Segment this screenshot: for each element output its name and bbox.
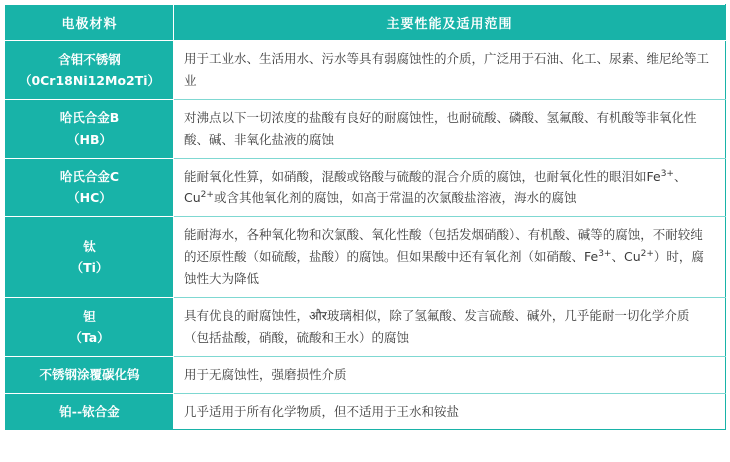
cell-material bbox=[6, 99, 174, 158]
material-line: 哈氏合金C bbox=[59, 169, 120, 185]
material-line: 哈氏合金B bbox=[59, 110, 120, 126]
material-line: （Ti） bbox=[70, 260, 109, 276]
table-header-row bbox=[6, 5, 726, 41]
cell-material bbox=[6, 158, 174, 217]
table-body bbox=[6, 41, 726, 430]
cell-material bbox=[6, 356, 174, 393]
material-line: 含钼不锈钢 bbox=[58, 51, 121, 67]
cell-description: 对沸点以下一切浓度的盐酸有良好的耐腐蚀性，也耐硫酸、磷酸、氢氟酸、有机酸等非氧化性酸、碱、非氧化盐液的腐蚀 bbox=[174, 99, 726, 158]
table-row bbox=[6, 393, 726, 430]
table-row bbox=[6, 158, 726, 217]
table-row bbox=[6, 217, 726, 298]
table-row bbox=[6, 41, 726, 100]
cell-description: 能耐氧化性算，如硝酸，混酸或铬酸与硫酸的混合介质的腐蚀，也耐氧化性的眼泪如$Fe^{3+}$、$Cu^{2+}$或含其他氧化剂的腐蚀，如高于常温的次氯酸盐溶液，海水的腐蚀 bbox=[174, 158, 726, 217]
material-line: 钽 bbox=[83, 308, 96, 324]
cell-description: 用于无腐蚀性，强磨损性介质 bbox=[174, 356, 726, 393]
table-row bbox=[6, 356, 726, 393]
electrode-material-table bbox=[5, 4, 726, 430]
material-line: （0Cr18Ni12Mo2Ti） bbox=[18, 72, 161, 88]
cell-material bbox=[6, 297, 174, 356]
column-header-material: 电极材料 bbox=[6, 5, 174, 41]
material-line: 不锈钢涂覆碳化钨 bbox=[39, 366, 140, 382]
column-header-description: 主要性能及适用范围 bbox=[174, 5, 726, 41]
material-line: （Ta） bbox=[69, 329, 110, 345]
cell-description: 具有优良的耐腐蚀性，और玻璃相似，除了氢氟酸、发言硫酸、碱外，几乎能耐一切化学介质（包括盐酸，硝酸，硫酸和王水）的腐蚀 bbox=[174, 297, 726, 356]
table-header bbox=[6, 5, 726, 41]
cell-material bbox=[6, 217, 174, 298]
cell-material bbox=[6, 393, 174, 430]
cell-description: 几乎适用于所有化学物质，但不适用于王水和铵盐 bbox=[174, 393, 726, 430]
material-line: 铂--铱合金 bbox=[59, 403, 120, 419]
cell-description: 用于工业水、生活用水、污水等具有弱腐蚀性的介质，广泛用于石油、化工、尿素、维尼纶等工业 bbox=[174, 41, 726, 100]
cell-material bbox=[6, 41, 174, 100]
material-line: （HC） bbox=[67, 190, 112, 206]
material-line: 钛 bbox=[83, 238, 96, 254]
table-row bbox=[6, 99, 726, 158]
material-line: （HB） bbox=[67, 131, 112, 147]
table-row bbox=[6, 297, 726, 356]
cell-description: 能耐海水，各种氧化物和次氯酸、氧化性酸（包括发烟硝酸）、有机酸、碱等的腐蚀，不耐较纯的还原性酸（如硫酸，盐酸）的腐蚀。但如果酸中还有氧化剂（如硝酸、$Fe^{3+}$、$Cu^{2+}$）时，腐蚀性大为降低 bbox=[174, 217, 726, 298]
